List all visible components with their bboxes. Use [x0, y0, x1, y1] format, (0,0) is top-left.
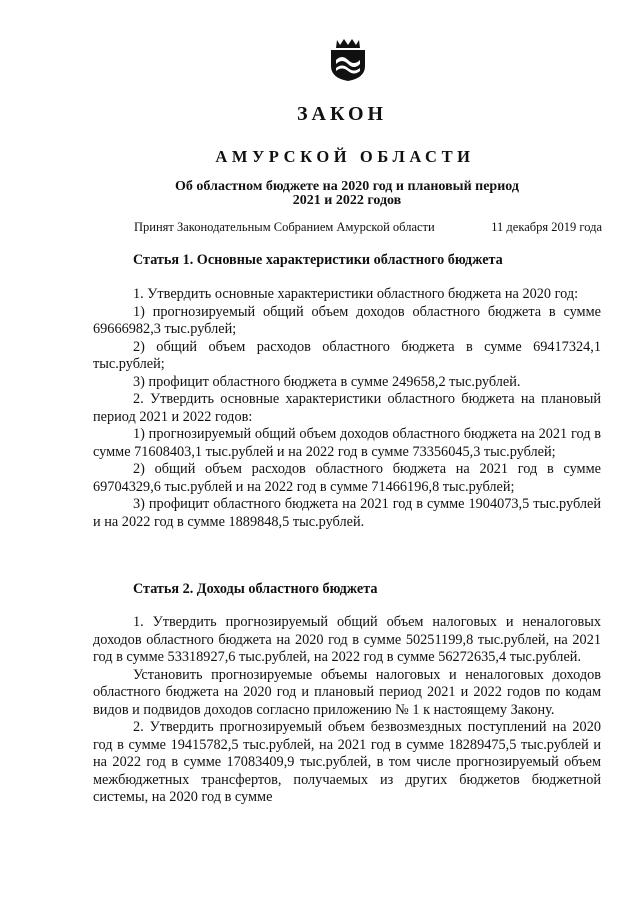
article2-heading: Статья 2. Доходы областного бюджета	[133, 581, 378, 597]
law-subject	[0, 180, 640, 208]
law-subject-line2: 2021 и 2022 годов	[292, 193, 402, 208]
law-subject-line1: Об областном бюджете на 2020 год и плановый период	[175, 179, 519, 194]
article2-body	[93, 614, 601, 807]
adoption-date: 11 декабря 2019 года	[491, 220, 602, 234]
coat-of-arms-emblem	[327, 36, 369, 82]
article1-paragraph: 2. Утвердить основные характеристики областного бюджета на плановый период 2021 и 2022 годов:	[93, 391, 601, 425]
document-title: ЗАКОН	[296, 103, 388, 125]
region-name: АМУРСКОЙ ОБЛАСТИ	[215, 147, 475, 166]
article1-heading: Статья 1. Основные характеристики областного бюджета	[133, 252, 503, 268]
article1-paragraph: 2) общий объем расходов областного бюджета в сумме 69417324,1 тыс.рублей;	[93, 338, 601, 372]
article2-paragraph: Установить прогнозируемые объемы налоговых и неналоговых доходов областного бюджета на 2020 год и плановый период 2021 и 2022 годов по кодам видов и подвидов доходов согласно приложению № 1 к настоящему Закону.	[93, 666, 601, 718]
article1-paragraph: 2) общий объем расходов областного бюджета на 2021 год в сумме 69704329,6 тыс.рублей и на 2022 год в сумме 71466196,8 тыс.рублей;	[93, 461, 601, 495]
article2-paragraph: 1. Утвердить прогнозируемый общий объем налоговых и неналоговых доходов областного бюджета на 2020 год в сумме 50251199,8 тыс.рублей, на 2021 год в сумме 53318927,6 тыс.рублей, на 2022 год в сумме 56272635,4 тыс.рублей.	[93, 614, 601, 665]
adopted-by: Принят Законодательным Собранием Амурской области	[134, 220, 435, 234]
article1-body	[93, 286, 601, 531]
article1-paragraph: 1) прогнозируемый общий объем доходов областного бюджета в сумме 69666982,3 тыс.рублей;	[93, 303, 601, 337]
article1-paragraph: 3) профицит областного бюджета в сумме 249658,2 тыс.рублей.	[133, 373, 521, 390]
article1-paragraph: 1) прогнозируемый общий объем доходов областного бюджета на 2021 год в сумме 71608403,1 тыс.рублей и на 2022 год в сумме 73356045,3 тыс.рублей;	[93, 426, 601, 460]
adoption-line	[134, 220, 602, 235]
article1-paragraph: 3) профицит областного бюджета на 2021 год в сумме 1904073,5 тыс.рублей и на 2022 год в сумме 1889848,5 тыс.рублей.	[93, 496, 601, 530]
article2-paragraph: 2. Утвердить прогнозируемый объем безвозмездных поступлений на 2020 год в сумме 19415782,5 тыс.рублей, на 2021 год в сумме 18289475,5 тыс.рублей и на 2022 год в сумме 17083409,9 тыс.рублей, в том числе прогнозируемый объем межбюджетных трансфертов, получаемых из других бюджетов бюджетной системы, на 2020 год в сумме	[93, 719, 601, 805]
article1-paragraph: 1. Утвердить основные характеристики областного бюджета на 2020 год:	[133, 286, 579, 302]
